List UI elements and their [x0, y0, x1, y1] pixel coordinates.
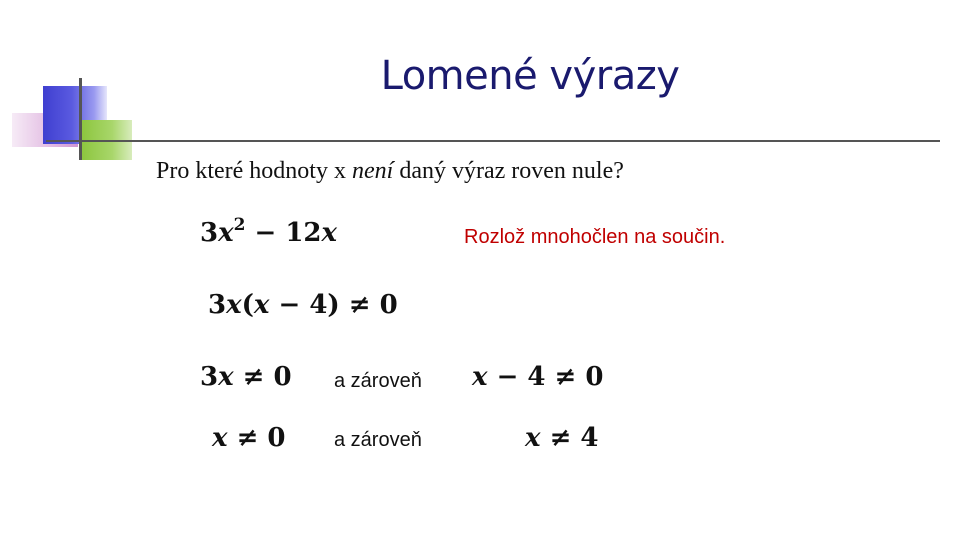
factored-expression: [208, 290, 398, 320]
conjunction-1: a zároveň: [334, 370, 422, 392]
factored-paren: (: [241, 290, 254, 320]
expression-var2: x: [321, 218, 338, 248]
condition-left-1-rest: ≠ 0: [233, 362, 292, 392]
condition-right-1-var: x: [472, 362, 488, 392]
condition-left-2-rest: ≠ 0: [227, 423, 286, 453]
hint-text: Rozlož mnohočlen na součin.: [464, 226, 726, 248]
factored-var2: x: [253, 290, 270, 320]
title-divider-line: [46, 140, 940, 142]
expression: [200, 215, 338, 248]
factored-rest: − 4) ≠ 0: [269, 290, 398, 320]
expression-coef: 3: [200, 218, 219, 248]
question-before: Pro které hodnoty x: [156, 158, 352, 184]
condition-left-2-var: x: [212, 423, 228, 453]
slide-title: Lomené výrazy: [380, 53, 680, 99]
factored-var1: x: [226, 290, 242, 320]
condition-left-2: [212, 423, 286, 453]
expression-var1: x: [218, 218, 234, 248]
decor-vertical-line: [79, 78, 82, 160]
condition-right-2-var: x: [525, 423, 541, 453]
question-after: daný výraz roven nule?: [393, 158, 624, 184]
condition-right-2-rest: ≠ 4: [540, 423, 599, 453]
question-text: [156, 158, 624, 185]
condition-left-1-var: x: [218, 362, 234, 392]
condition-right-2: [525, 423, 599, 453]
condition-left-1: [200, 362, 292, 392]
question-emphasis: není: [351, 158, 394, 184]
expression-exponent: 2: [233, 215, 246, 235]
conjunction-2: a zároveň: [334, 429, 422, 451]
condition-right-1-rest: − 4 ≠ 0: [487, 362, 604, 392]
factored-coef: 3: [208, 290, 227, 320]
condition-right-1: [472, 362, 603, 392]
condition-left-1-coef: 3: [200, 362, 219, 392]
expression-op: − 12: [245, 218, 322, 248]
